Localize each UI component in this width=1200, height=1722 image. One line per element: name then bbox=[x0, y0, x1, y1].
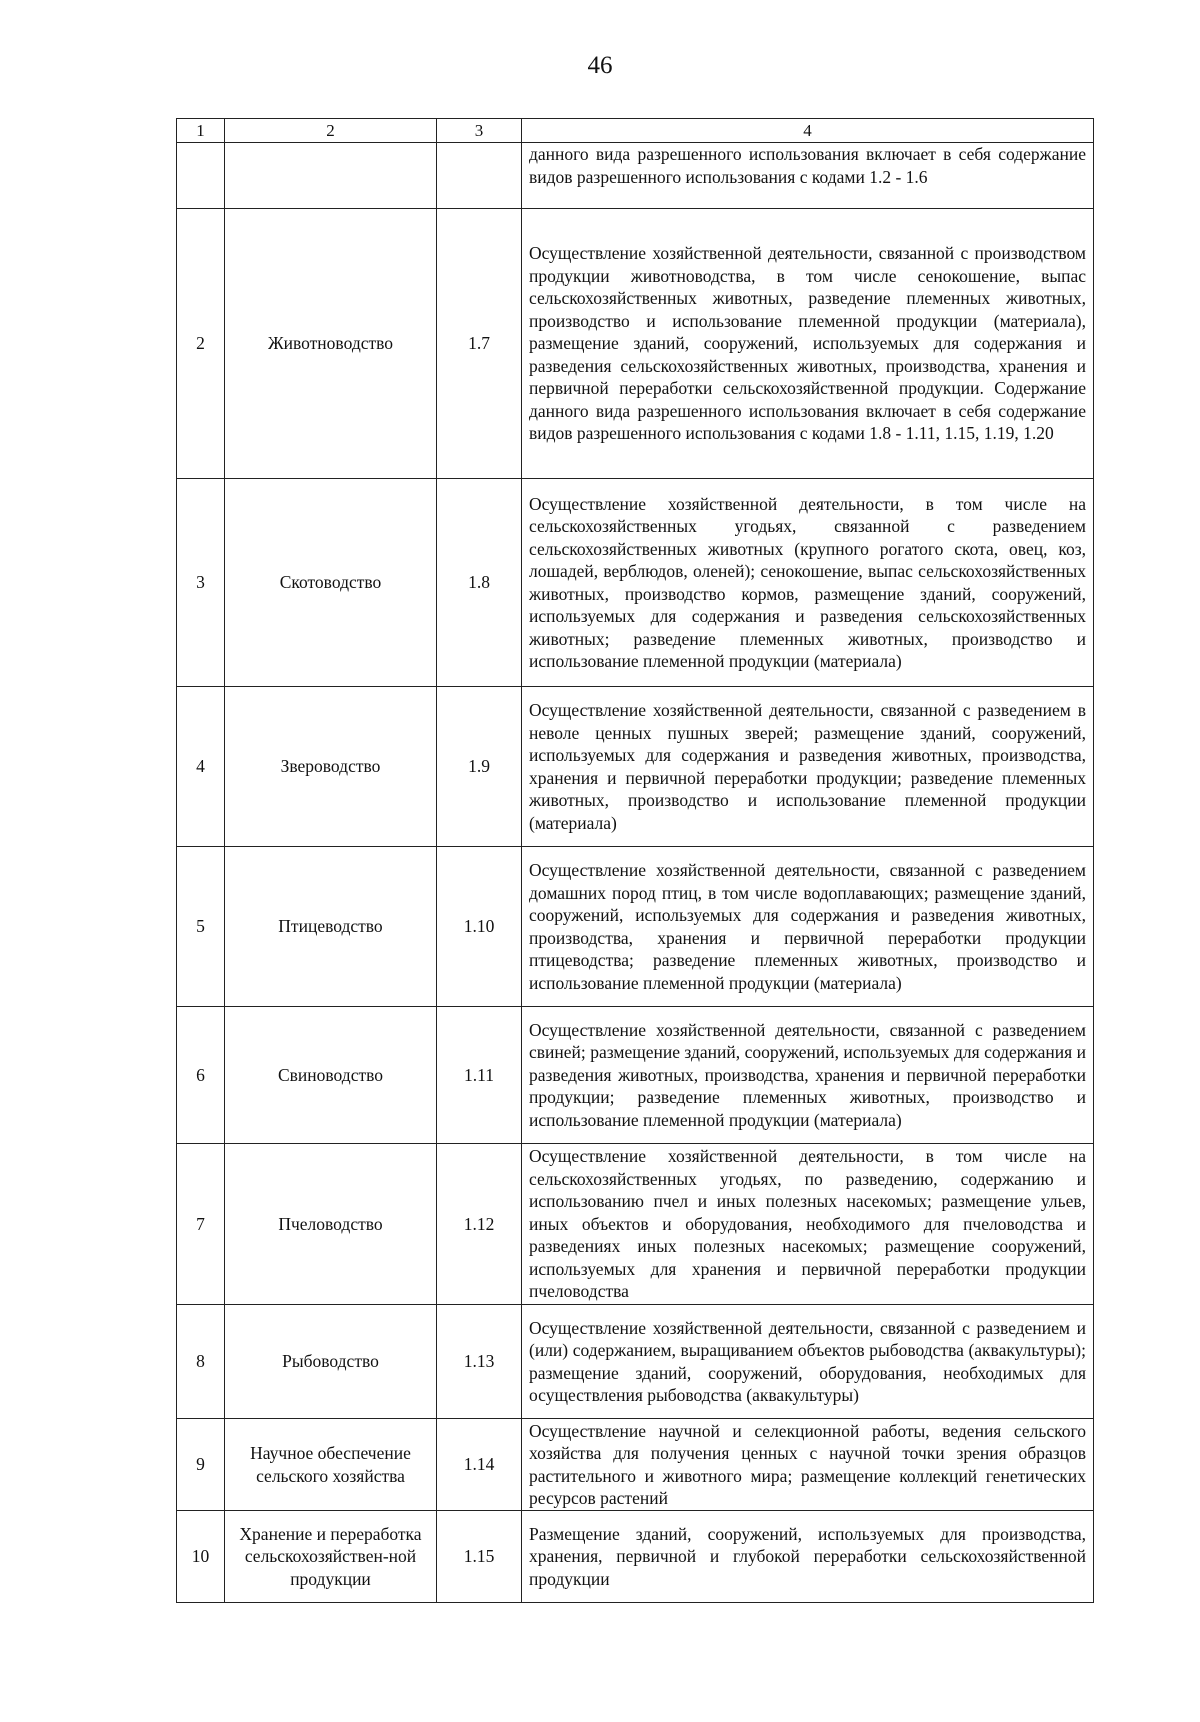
land-use-code: 1.8 bbox=[437, 479, 522, 687]
land-use-code: 1.13 bbox=[437, 1305, 522, 1419]
land-use-code: 1.12 bbox=[437, 1144, 522, 1305]
land-use-name: Скотоводство bbox=[225, 479, 437, 687]
num-cell bbox=[177, 143, 225, 209]
land-use-code: 1.11 bbox=[437, 1007, 522, 1144]
row-number: 10 bbox=[177, 1511, 225, 1603]
land-use-name: Хранение и переработка сельскохозяйствен-ной продукции bbox=[225, 1511, 437, 1603]
row-number: 9 bbox=[177, 1419, 225, 1511]
row-number: 5 bbox=[177, 847, 225, 1007]
table-row bbox=[177, 847, 1094, 1007]
table-row bbox=[177, 1007, 1094, 1144]
land-use-code: 1.7 bbox=[437, 209, 522, 479]
land-use-name: Рыбоводство bbox=[225, 1305, 437, 1419]
description-cell: данного вида разрешенного использования включает в себя содержание видов разрешенного использования с кодами 1.2 - 1.6 bbox=[522, 143, 1094, 209]
header-cell-2: 2 bbox=[225, 119, 437, 143]
row-number: 2 bbox=[177, 209, 225, 479]
land-use-description: Осуществление хозяйственной деятельности, связанной с производством продукции животноводства, в том числе сенокошение, выпас сельскохозяйственных животных, разведение племенных животных, производство и использование племенной продукции (материала), размещение зданий, сооружений, используемых для содержания и разведения сельскохозяйственных животных, производства, хранения и первичной переработки сельскохозяйственной продукции. Содержание данного вида разрешенного использования включает в себя содержание видов разрешенного использования с кодами 1.8 - 1.11, 1.15, 1.19, 1.20 bbox=[522, 209, 1094, 479]
land-use-description: Осуществление хозяйственной деятельности, связанной с разведением в неволе ценных пушных зверей; размещение зданий, сооружений, используемых для содержания и разведения животных, производства, хранения и первичной переработки продукции; разведение племенных животных, производство и использование племенной продукции (материала) bbox=[522, 687, 1094, 847]
land-use-name: Звероводство bbox=[225, 687, 437, 847]
row-number: 4 bbox=[177, 687, 225, 847]
row-number: 3 bbox=[177, 479, 225, 687]
table-header-row bbox=[177, 119, 1094, 143]
land-use-description: Осуществление хозяйственной деятельности, связанной с разведением домашних пород птиц, в том числе водоплавающих; размещение зданий, сооружений, используемых для содержания и разведения животных, производства, хранения и первичной переработки продукции птицеводства; разведение племенных животных, производство и использование племенной продукции (материала) bbox=[522, 847, 1094, 1007]
land-use-description: Размещение зданий, сооружений, используемых для производства, хранения, первичной и глубокой переработки сельскохозяйственной продукции bbox=[522, 1511, 1094, 1603]
page-number: 46 bbox=[587, 52, 613, 79]
land-use-code: 1.15 bbox=[437, 1511, 522, 1603]
land-use-description: Осуществление научной и селекционной работы, ведения сельского хозяйства для получения ценных с научной точки зрения образцов растительного и животного мира; размещение коллекций генетических ресурсов растений bbox=[522, 1419, 1094, 1511]
row-number: 7 bbox=[177, 1144, 225, 1305]
land-use-code: 1.10 bbox=[437, 847, 522, 1007]
table-row bbox=[177, 1144, 1094, 1305]
table-row bbox=[177, 1419, 1094, 1511]
table-row bbox=[177, 479, 1094, 687]
table-row bbox=[177, 1305, 1094, 1419]
land-use-description: Осуществление хозяйственной деятельности, в том числе на сельскохозяйственных угодьях, связанной с разведением сельскохозяйственных животных (крупного рогатого скота, овец, коз, лошадей, верблюдов, оленей); сенокошение, выпас сельскохозяйственных животных, производство кормов, размещение зданий, сооружений, используемых для содержания и разведения сельскохозяйственных животных; разведение племенных животных, производство и использование племенной продукции (материала) bbox=[522, 479, 1094, 687]
land-use-name: Пчеловодство bbox=[225, 1144, 437, 1305]
header-cell-3: 3 bbox=[437, 119, 522, 143]
code-cell bbox=[437, 143, 522, 209]
land-use-name: Животноводство bbox=[225, 209, 437, 479]
header-cell-1: 1 bbox=[177, 119, 225, 143]
row-number: 6 bbox=[177, 1007, 225, 1144]
land-use-description: Осуществление хозяйственной деятельности, связанной с разведением свиней; размещение зданий, сооружений, используемых для содержания и разведения животных, производства, хранения и первичной переработки продукции; разведение племенных животных, производство и использование племенной продукции (материала) bbox=[522, 1007, 1094, 1144]
land-use-code: 1.9 bbox=[437, 687, 522, 847]
land-use-code: 1.14 bbox=[437, 1419, 522, 1511]
header-cell-4: 4 bbox=[522, 119, 1094, 143]
land-use-name: Свиноводство bbox=[225, 1007, 437, 1144]
land-use-table bbox=[176, 118, 1094, 1603]
land-use-description: Осуществление хозяйственной деятельности, связанной с разведением и (или) содержанием, выращиванием объектов рыбоводства (аквакультуры); размещение зданий, сооружений, оборудования, необходимых для осуществления рыбоводства (аквакультуры) bbox=[522, 1305, 1094, 1419]
table-row bbox=[177, 687, 1094, 847]
name-cell bbox=[225, 143, 437, 209]
row-number: 8 bbox=[177, 1305, 225, 1419]
land-use-name: Птицеводство bbox=[225, 847, 437, 1007]
table-row-continuation bbox=[177, 143, 1094, 209]
table-row bbox=[177, 209, 1094, 479]
land-use-name: Научное обеспечение сельского хозяйства bbox=[225, 1419, 437, 1511]
land-use-description: Осуществление хозяйственной деятельности, в том числе на сельскохозяйственных угодьях, по разведению, содержанию и использованию пчел и иных полезных насекомых; размещение ульев, иных объектов и оборудования, необходимого для пчеловодства и разведениях иных полезных насекомых; размещение сооружений, используемых для хранения и первичной переработки продукции пчеловодства bbox=[522, 1144, 1094, 1305]
table-row bbox=[177, 1511, 1094, 1603]
